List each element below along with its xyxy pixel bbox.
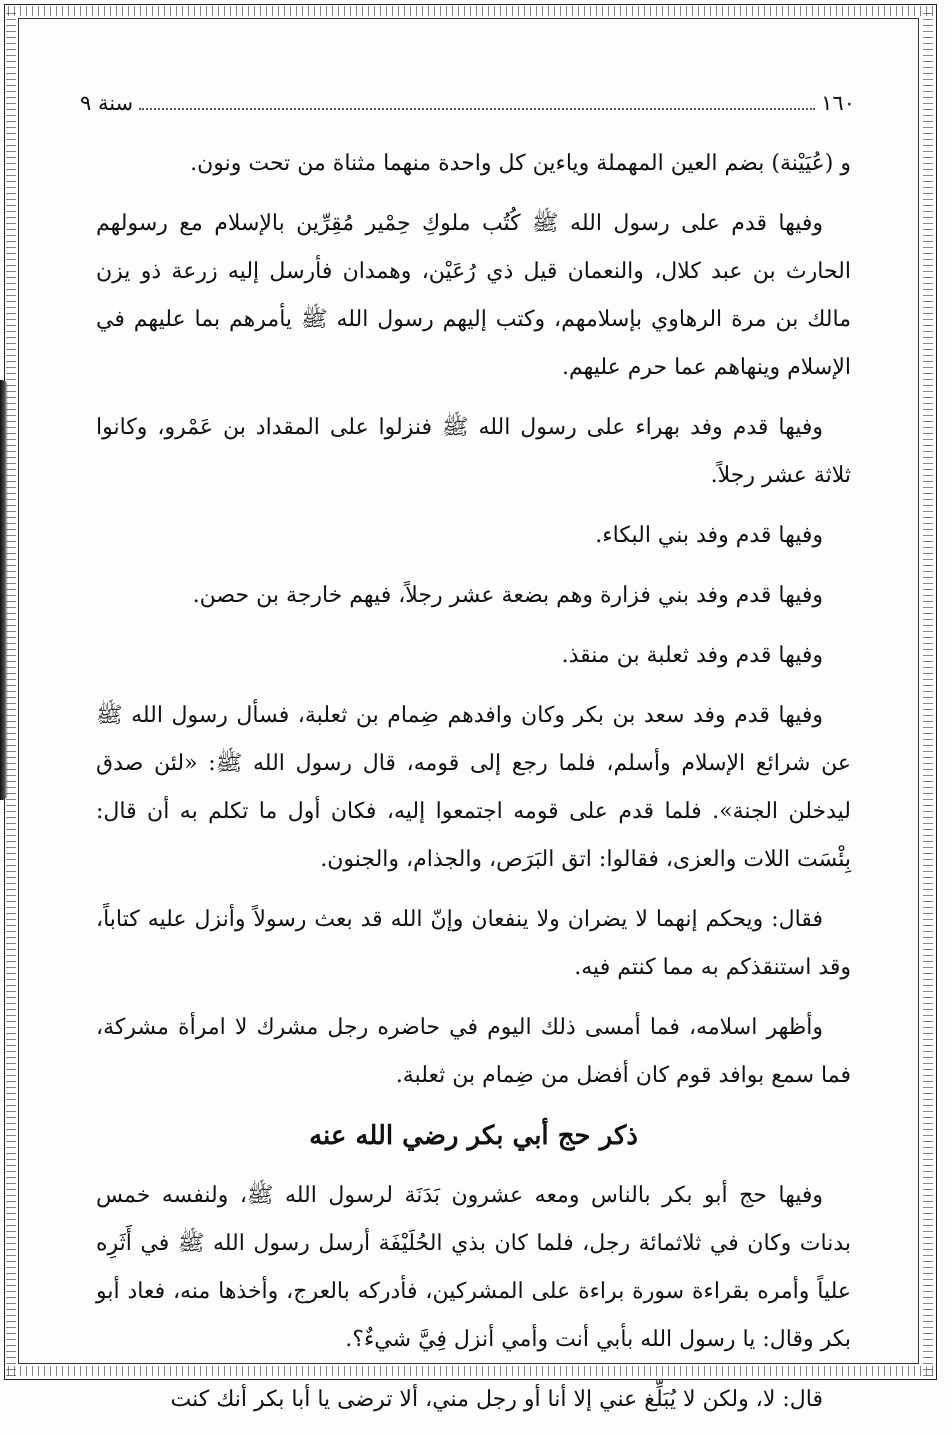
paragraph: قال: لا، ولكن لا يُبَلِّغ عني إلا أنا أو رجل مني، ألا ترضى يا أبا بكر أنك كنت [170, 1387, 823, 1412]
paragraph: وأظهر اسلامه، فما أمسى ذلك اليوم في حاضره رجل مشرك لا امرأة مشركة، فما سمع بوافد قوم كان أفضل من ضِمام بن ثعلبة. [96, 1015, 851, 1088]
paragraph: وفيها قدم وفد بني البكاء. [595, 523, 823, 548]
ornament-border-right [923, 8, 933, 1376]
paragraph: وفيها قدم على رسول الله ﷺ كُتُب ملوكِ حِمْير مُقِرِّين بالإسلام مع رسولهم الحارث بن عبد كلال، والنعمان قيل ذي رُعَيْن، وهمدان فأرسل إليه زرعة ذو يزن مالك بن مرة الرهاوي بإسلامهم، وكتب إليهم رسول الله ﷺ يأمرهم بما عليهم في الإسلام وينهاهم عما حرم عليهم. [96, 211, 851, 380]
ornament-border-top [8, 6, 933, 16]
paragraph: وفيها قدم وفد سعد بن بكر وكان وافدهم ضِمام بن ثعلبة، فسأل رسول الله ﷺ عن شرائع الإسلام وأسلم، فلما رجع إلى قومه، قال رسول الله ﷺ: «لئن صدق ليدخلن الجنة». فلما قدم على قومه اجتمعوا إليه، فكان أول ما تكلم به أن قال: بِئْسَت اللات والعزى، فقالوا: اتق البَرَص، والجذام، والجنون. [96, 703, 851, 872]
running-header [80, 88, 855, 118]
scan-shadow [0, 380, 8, 800]
page-number: ١٦٠ [821, 91, 855, 115]
running-title: سنة ٩ [80, 91, 134, 115]
header-dotted-leader [139, 96, 815, 110]
paragraph: وفيها حج أبو بكر بالناس ومعه عشرون بَدَنَة لرسول الله ﷺ، ولنفسه خمس بدنات وكان في ثلاثمائة رجل، فلما كان بذي الحُلَيْفَة أرسل رسول الله ﷺ في أَثَرِه علياً وأمره بقراءة سورة براءة على المشركين، فأدركه بالعرج، وأخذها منه، فعاد أبو بكر وقال: يا رسول الله بأبي أنت وأمي أنزل فِيَّ شيءٌ؟. [96, 1183, 851, 1352]
paragraph: و (عُيَيْنة) بضم العين المهملة وياءين كل واحدة منهما مثناة من تحت ونون. [190, 151, 851, 176]
page-body [96, 140, 851, 1436]
paragraph: وفيها قدم وفد بهراء على رسول الله ﷺ فنزلوا على المقداد بن عَمْرو، وكانوا ثلاثة عشر رجلاً. [96, 415, 851, 488]
paragraph: فقال: ويحكم إنهما لا يضران ولا ينفعان وإنّ الله قد بعث رسولاً وأنزل عليه كتاباً، وقد استنقذكم به مما كنتم فيه. [96, 907, 851, 980]
section-heading: ذكر حج أبي بكر رضي الله عنه [309, 1121, 638, 1151]
paragraph: وفيها قدم وفد ثعلبة بن منقذ. [561, 643, 823, 668]
paragraph: وفيها قدم وفد بني فزارة وهم بضعة عشر رجلاً، فيهم خارجة بن حصن. [192, 583, 823, 608]
